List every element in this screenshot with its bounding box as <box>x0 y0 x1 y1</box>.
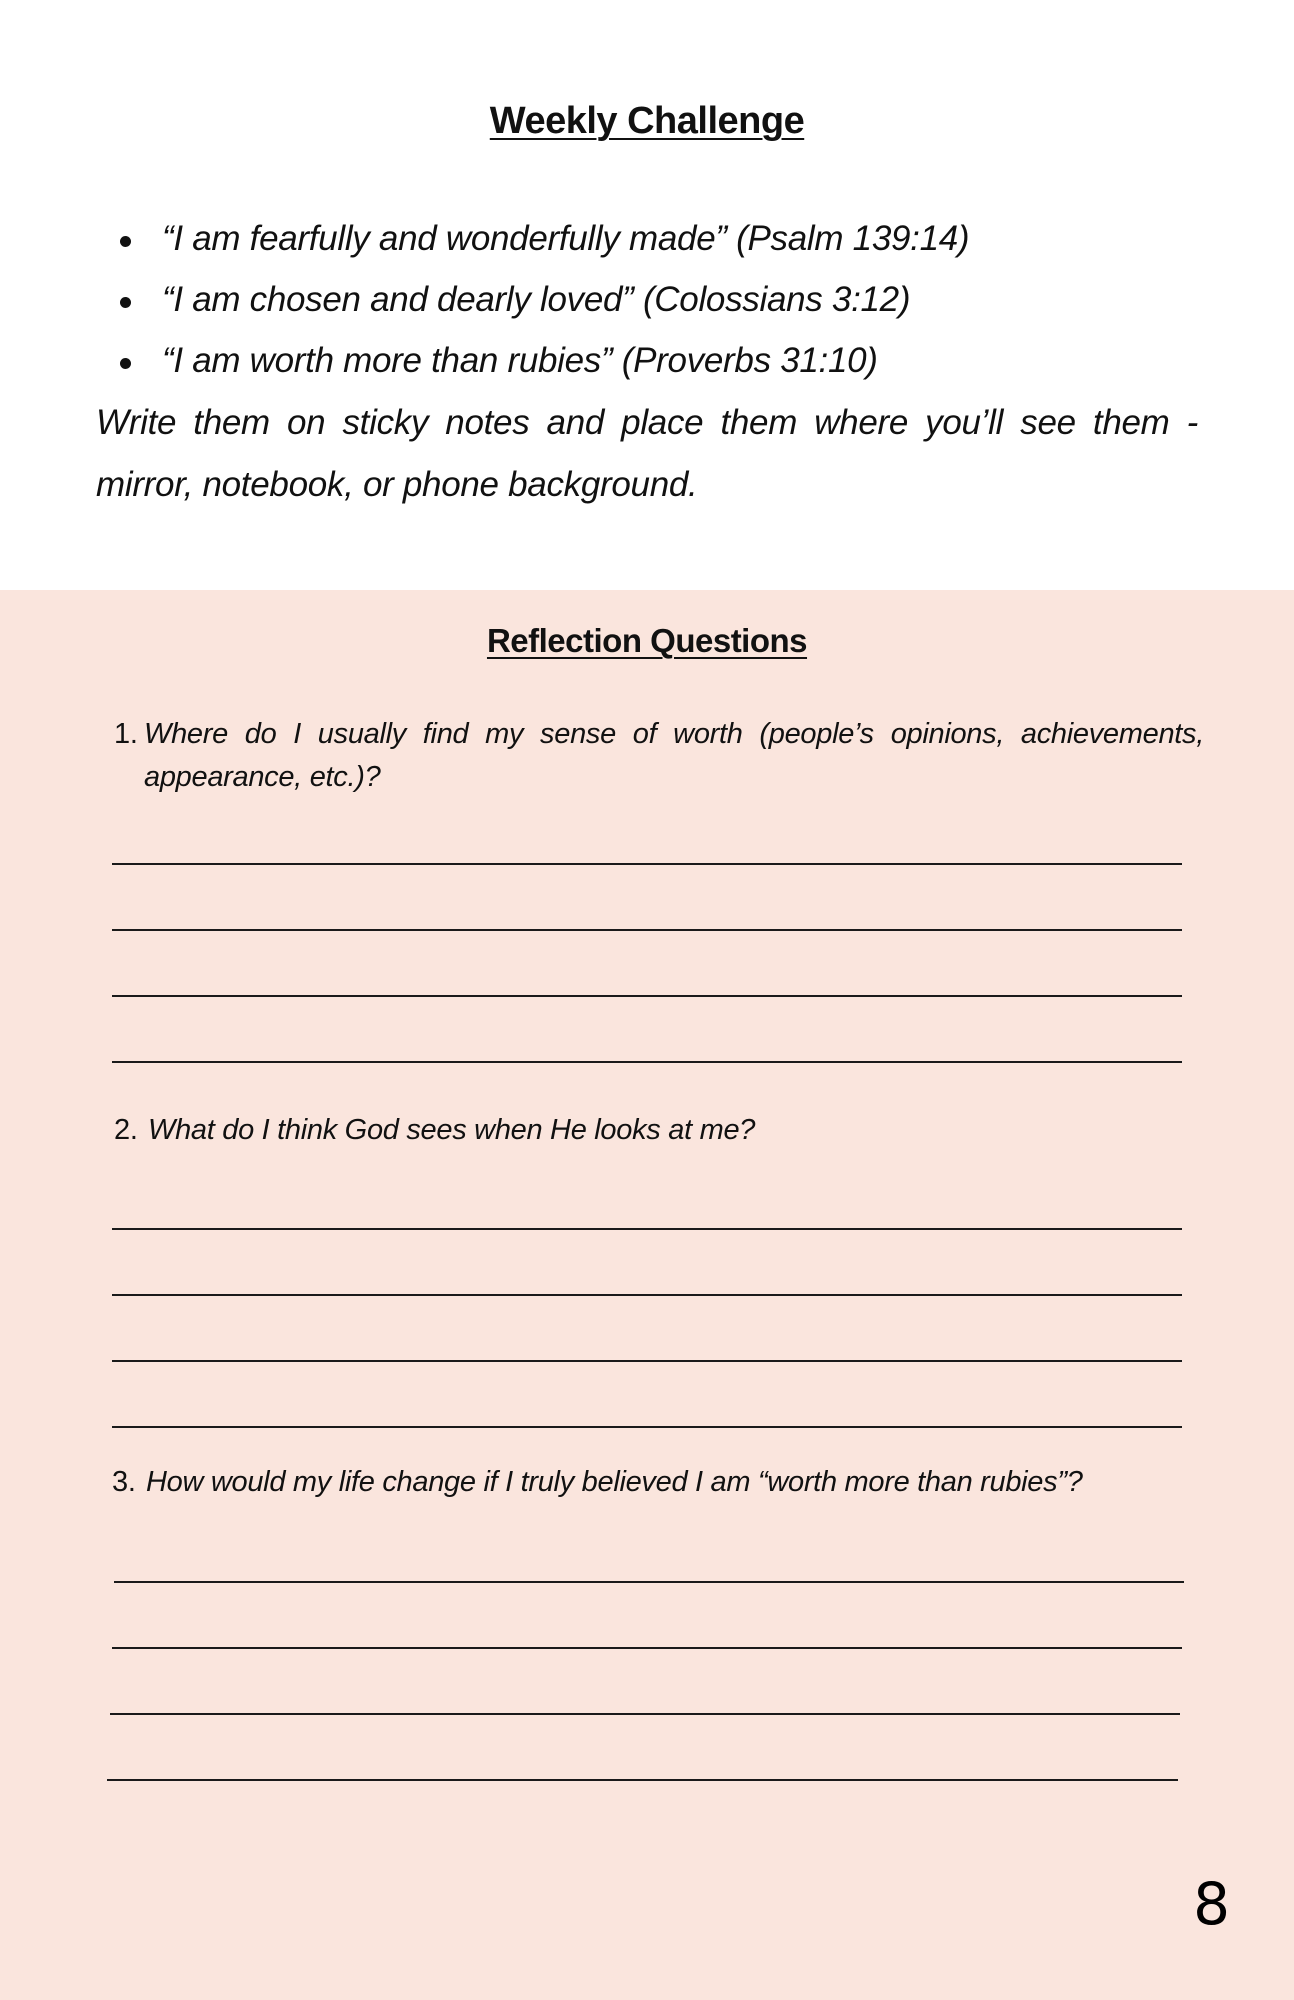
bullet-icon <box>120 358 131 369</box>
answer-line[interactable] <box>114 1581 1184 1583</box>
question-text: How would my life change if I truly believed I am “worth more than rubies”? <box>146 1466 1083 1498</box>
affirmation-text: “I am chosen and dearly loved” (Colossians 3:12) <box>162 280 911 319</box>
reflection-questions-title: Reflection Questions <box>486 622 808 659</box>
affirmation-text: “I am worth more than rubies” (Proverbs 31:10) <box>162 341 878 380</box>
question-text: Where do I usually find my sense of worth (people’s opinions, achievements, appearance, etc.)? <box>144 718 1204 793</box>
list-item <box>118 330 1218 391</box>
bullet-icon <box>120 236 131 247</box>
answer-line[interactable] <box>112 1228 1182 1230</box>
page-number: 8 <box>1193 1870 1230 1938</box>
answer-line[interactable] <box>112 1294 1182 1296</box>
affirmation-list <box>118 208 1218 391</box>
question-number: 3. <box>112 1466 136 1498</box>
affirmation-text: “I am fearfully and wonderfully made” (Psalm 139:14) <box>162 219 970 258</box>
answer-line[interactable] <box>112 929 1182 931</box>
answer-line[interactable] <box>112 995 1182 997</box>
answer-line[interactable] <box>112 1061 1182 1063</box>
answer-line[interactable] <box>107 1779 1178 1781</box>
question-number: 1. <box>114 718 138 750</box>
list-item <box>118 208 1218 269</box>
reflection-question-2 <box>114 1109 1204 1152</box>
answer-line[interactable] <box>112 1647 1182 1649</box>
weekly-challenge-title: Weekly Challenge <box>489 100 805 142</box>
answer-line[interactable] <box>110 1713 1180 1715</box>
question-number: 2. <box>114 1114 138 1146</box>
reflection-question-1 <box>114 713 1204 799</box>
challenge-instruction: Write them on sticky notes and place them where you’ll see them - mirror, notebook, or phone background. <box>96 403 1198 504</box>
list-item <box>118 269 1218 330</box>
answer-line[interactable] <box>112 863 1182 865</box>
reflection-question-3 <box>112 1461 1212 1504</box>
answer-line[interactable] <box>112 1426 1182 1428</box>
answer-line[interactable] <box>112 1360 1182 1362</box>
question-text: What do I think God sees when He looks at me? <box>148 1114 756 1146</box>
bullet-icon <box>120 297 131 308</box>
